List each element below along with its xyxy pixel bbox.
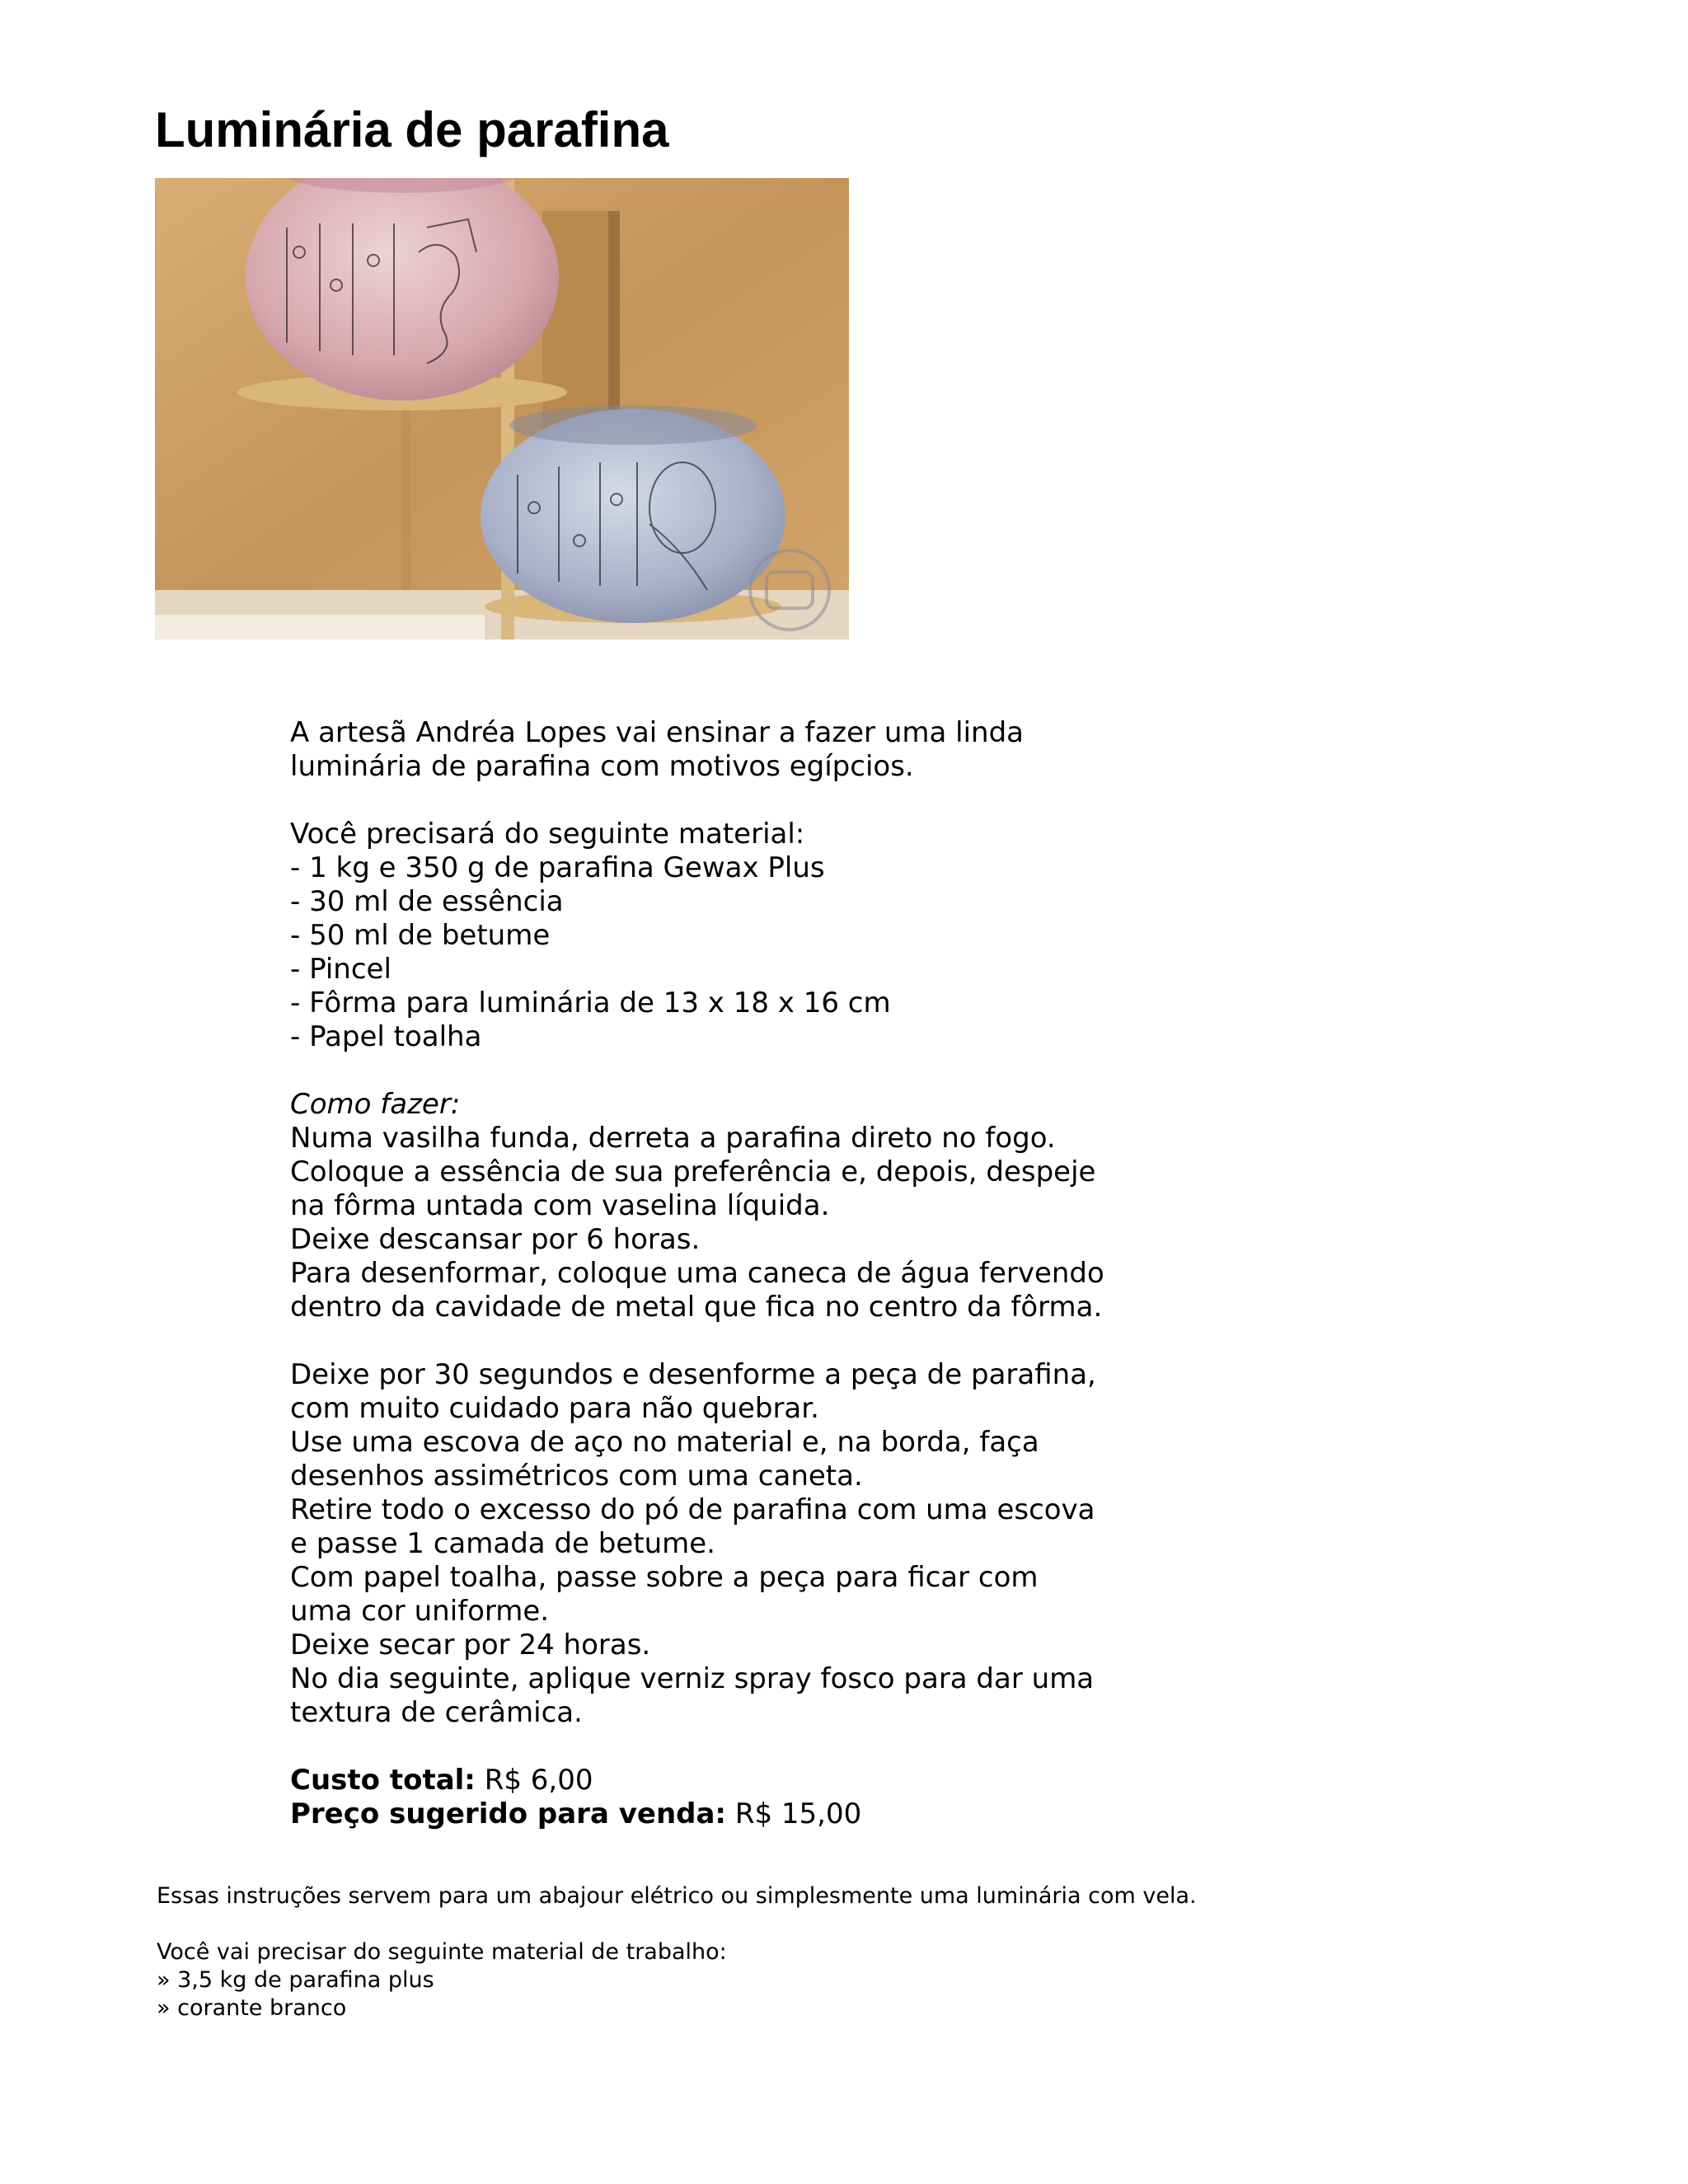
page-title: Luminária de parafina [155,102,669,157]
total-cost-value: R$ 6,00 [475,1764,593,1797]
note-text: Essas instruções servem para um abajour elétrico ou simplesmente uma luminária com vela. [157,1883,1197,1909]
cost-block [290,1764,1197,1831]
how-to-line: desenhos assimétricos com uma caneta. [290,1460,863,1493]
lamp-photo [155,178,849,640]
how-to-line: dentro da cavidade de metal que fica no centro da fôrma. [290,1291,1103,1324]
how-to-line: Deixe descansar por 6 horas. [290,1223,701,1256]
how-to-paragraph-2 [290,1358,1197,1730]
how-to-line: na fôrma untada com vaselina líquida. [290,1189,830,1222]
material-item: - Fôrma para luminária de 13 x 18 x 16 cm [290,987,891,1019]
work-materials-heading: Você vai precisar do seguinte material de trabalho: [157,1939,727,1965]
suggested-price [290,1797,1197,1831]
materials-list [290,818,1197,1054]
material-item: - 1 kg e 350 g de parafina Gewax Plus [290,851,825,884]
work-material-item: » 3,5 kg de parafina plus [157,1967,434,1993]
how-to-line: Numa vasilha funda, derreta a parafina direto no fogo. [290,1122,1056,1155]
material-item: - 50 ml de betume [290,919,551,952]
how-to-heading: Como fazer: [290,1088,461,1121]
material-item: - 30 ml de essência [290,885,564,918]
materials-heading: Você precisará do seguinte material: [290,818,805,851]
how-to-line: Use uma escova de aço no material e, na borda, faça [290,1426,1039,1459]
how-to-paragraph-1 [290,1088,1197,1324]
intro-line: luminária de parafina com motivos egípcios. [290,750,914,783]
work-material-item: » corante branco [157,1995,347,2021]
total-cost [290,1764,1197,1797]
material-item: - Pincel [290,953,392,986]
suggested-price-value: R$ 15,00 [726,1797,862,1830]
suggested-price-label: Preço sugerido para venda: [290,1797,727,1830]
intro-line: A artesã Andréa Lopes vai ensinar a fazer uma linda [290,716,1025,749]
how-to-line: Com papel toalha, passe sobre a peça para ficar com [290,1561,1039,1594]
how-to-line: No dia seguinte, aplique verniz spray fosco para dar uma [290,1662,1095,1695]
intro-paragraph [290,716,1197,784]
how-to-line: Retire todo o excesso do pó de parafina com uma escova [290,1493,1095,1526]
article-body [290,716,1197,1865]
additional-notes [157,1882,1558,2022]
how-to-line: e passe 1 camada de betume. [290,1527,715,1560]
material-item: - Papel toalha [290,1020,482,1053]
how-to-line: textura de cerâmica. [290,1696,583,1729]
how-to-line: com muito cuidado para não quebrar. [290,1392,819,1425]
how-to-line: Deixe por 30 segundos e desenforme a peça de parafina, [290,1358,1096,1391]
total-cost-label: Custo total: [290,1764,476,1797]
how-to-line: Deixe secar por 24 horas. [290,1629,651,1661]
paraffin-lamps-illustration [155,178,849,640]
how-to-line: Para desenformar, coloque uma caneca de água fervendo [290,1257,1104,1290]
how-to-line: Coloque a essência de sua preferência e, depois, despeje [290,1155,1096,1188]
how-to-line: uma cor uniforme. [290,1595,550,1628]
